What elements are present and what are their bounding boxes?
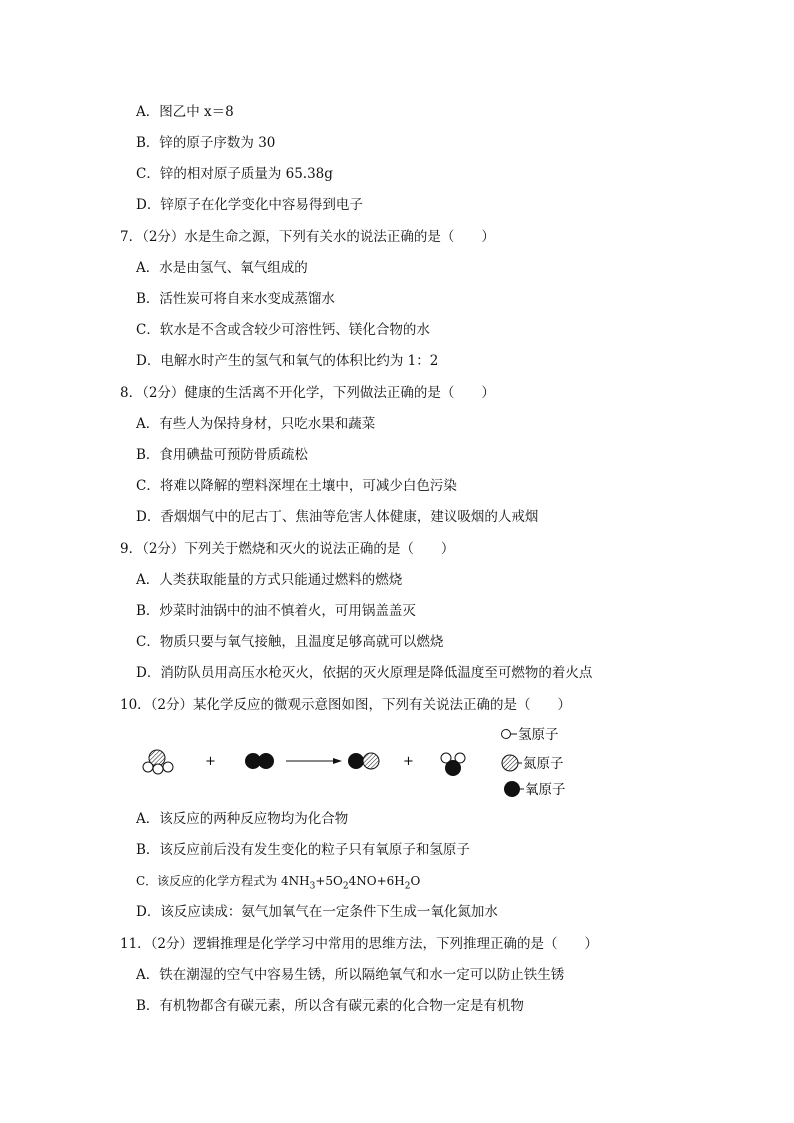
q6-option-a: A．图乙中 x＝8	[136, 104, 234, 120]
q10-stem: 10．（2分）某化学反应的微观示意图如图，下列有关说法正确的是（ ）	[120, 697, 572, 713]
q7-option-b: B．活性炭可将自来水变成蒸馏水	[136, 291, 335, 307]
legend-nitrogen	[502, 755, 564, 772]
water-molecule	[441, 753, 465, 776]
reaction-arrow	[286, 758, 342, 764]
legend-hydrogen	[502, 727, 559, 743]
q9-option-a: A．人类获取能量的方式只能通过燃料的燃烧	[136, 572, 403, 588]
legend	[502, 727, 566, 798]
q7-option-d: D．电解水时产生的氢气和氧气的体积比约为 1：2	[136, 353, 439, 369]
q8-option-c: C．将难以降解的塑料深埋在土壤中，可减少白色污染	[136, 478, 457, 494]
q8-option-d: D．香烟烟气中的尼古丁、焦油等危害人体健康，建议吸烟的人戒烟	[136, 509, 539, 525]
q10-option-c-mid: +5O	[315, 874, 343, 888]
q8-option-a: A．有些人为保持身材，只吃水果和蔬菜	[136, 416, 376, 432]
legend-hydrogen-label: 氢原子	[518, 727, 559, 743]
q9-option-c: C．物质只要与氧气接触，且温度足够高就可以燃烧	[136, 634, 444, 650]
q10-option-a: A．该反应的两种反应物均为化合物	[136, 811, 349, 827]
oxygen-molecule	[245, 753, 274, 769]
q7-option-a: A．水是由氢气、氧气组成的	[136, 260, 308, 276]
q9-stem: 9．（2分）下列关于燃烧和灭火的说法正确的是（ ）	[120, 541, 455, 557]
q11-stem: 11．（2分）逻辑推理是化学学习中常用的思维方法，下列推理正确的是（ ）	[120, 936, 599, 952]
q7-stem: 7．（2分）水是生命之源，下列有关水的说法正确的是（ ）	[120, 229, 495, 245]
plus-sign-2: +	[403, 754, 414, 769]
q10-option-b: B．该反应前后没有发生变化的粒子只有氧原子和氢原子	[136, 842, 470, 858]
q6-option-c: C．锌的相对原子质量为 65.38g	[136, 166, 333, 182]
q11-option-b: B．有机物都含有碳元素，所以含有碳元素的化合物一定是有机物	[136, 998, 524, 1014]
q9-option-b: B．炒菜时油锅中的油不慎着火，可用锅盖盖灭	[136, 603, 416, 619]
q8-stem: 8．（2分）健康的生活离不开化学，下列做法正确的是（ ）	[120, 385, 495, 401]
q10-option-c-prefix: C．该反应的化学方程式为 4NH	[136, 874, 310, 888]
subscript: 3	[309, 881, 316, 892]
q7-option-c: C．软水是不含或含较少可溶性钙、镁化合物的水	[136, 322, 430, 338]
q6-option-d: D．锌原子在化学变化中容易得到电子	[136, 197, 363, 213]
subscript: 2	[342, 881, 349, 892]
legend-nitrogen-label: 氮原子	[523, 756, 564, 772]
legend-oxygen	[504, 781, 566, 798]
q8-option-b: B．食用碘盐可预防骨质疏松	[136, 447, 308, 463]
reaction-diagram	[120, 722, 620, 807]
legend-oxygen-label: 氧原子	[525, 782, 566, 798]
q10-option-d: D．该反应读成：氨气加氧气在一定条件下生成一氧化氮加水	[136, 904, 498, 920]
q10-option-c	[136, 871, 420, 891]
plus-sign-1: +	[205, 754, 216, 769]
subscript: 2	[404, 881, 411, 892]
q11-option-a: A．铁在潮湿的空气中容易生锈，所以隔绝氧气和水一定可以防止铁生锈	[136, 967, 565, 983]
q10-option-c-mid2: 4NO+6H	[348, 874, 405, 888]
q10-option-c-suffix: O	[410, 874, 421, 888]
q6-option-b: B．锌的原子序数为 30	[136, 135, 276, 151]
q9-option-d: D．消防队员用高压水枪灭火，依据的灭火原理是降低温度至可燃物的着火点	[136, 665, 593, 681]
nitric-oxide-molecule	[348, 753, 379, 769]
ammonia-molecule	[143, 750, 173, 774]
